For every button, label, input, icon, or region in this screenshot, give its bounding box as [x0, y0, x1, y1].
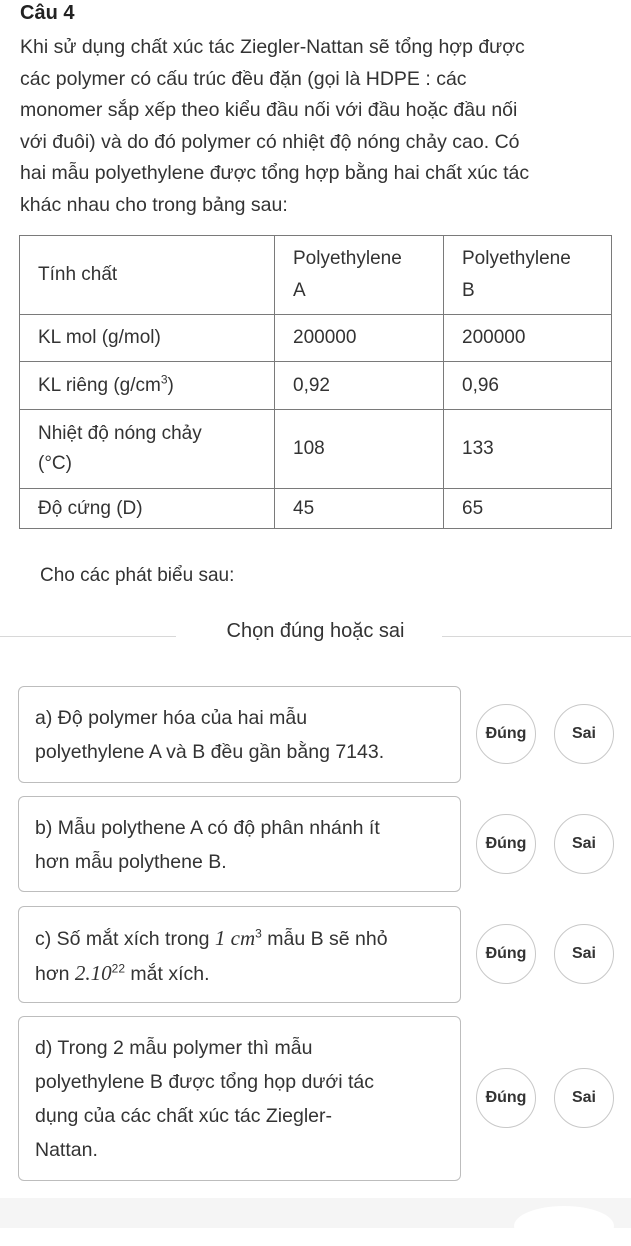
cell-value-a: 45 — [275, 489, 444, 529]
statement-text — [35, 701, 455, 769]
statement-text-part: mắt xích. — [125, 963, 210, 985]
statement-text — [35, 811, 455, 879]
cell-value-b: 133 — [444, 410, 612, 489]
statement-card-c — [18, 906, 461, 1003]
intro-line: Khi sử dụng chất xúc tác Ziegler-Nattan sẽ tổng hợp được — [20, 36, 525, 58]
cell-property — [20, 362, 275, 410]
header-a-line2: A — [293, 280, 306, 301]
false-button-d[interactable]: Sai — [554, 1068, 614, 1128]
density-label: KL riêng (g/cm — [38, 374, 161, 396]
table-row — [20, 315, 612, 362]
math-superscript: 22 — [111, 961, 126, 976]
table-row — [20, 362, 612, 410]
cell-property: Độ cứng (D) — [20, 489, 275, 529]
intro-line: với đuôi) và do đó polymer có nhiệt độ nóng chảy cao. Có — [20, 130, 520, 153]
cell-property — [20, 410, 275, 489]
melting-label-line1: Nhiệt độ nóng chảy — [38, 423, 202, 444]
cell-value-a: 0,92 — [275, 362, 444, 410]
properties-table — [19, 235, 612, 529]
question-intro — [20, 32, 620, 221]
statements-title: Cho các phát biểu sau: — [40, 565, 235, 586]
header-polyethylene-a — [275, 236, 444, 315]
false-button-a[interactable]: Sai — [554, 704, 614, 764]
cell-value-a: 200000 — [275, 315, 444, 362]
true-button-c[interactable]: Đúng — [476, 924, 536, 984]
header-polyethylene-b — [444, 236, 612, 315]
statement-line: polyethylene B được tổng họp dưới tác — [35, 1071, 374, 1093]
choose-title: Chọn đúng hoặc sai — [226, 620, 405, 642]
statement-line: polyethylene A và B đều gần bằng 7143. — [35, 741, 385, 763]
statement-line — [35, 956, 455, 991]
statement-text-part: c) Số mắt xích trong — [35, 928, 215, 950]
header-property: Tính chất — [20, 236, 275, 315]
cell-value-b: 200000 — [444, 315, 612, 362]
statement-card-a — [18, 686, 461, 783]
header-b-line1: Polyethylene — [462, 248, 571, 269]
statement-text — [35, 921, 455, 991]
intro-line: monomer sắp xếp theo kiểu đầu nối với đầu hoặc đầu nối — [20, 99, 518, 121]
math-number: 2.10 — [74, 961, 112, 985]
table-row — [20, 410, 612, 489]
cell-value-b: 65 — [444, 489, 612, 529]
statement-card-b — [18, 796, 461, 892]
header-b-line2: B — [462, 280, 475, 301]
statement-line: d) Trong 2 mẫu polymer thì mẫu — [35, 1037, 313, 1059]
table-header-row — [20, 236, 612, 315]
intro-line: hai mẫu polyethylene được tổng hợp bằng hai chất xúc tác — [20, 162, 530, 184]
true-button-a[interactable]: Đúng — [476, 704, 536, 764]
melting-label-line2: (°C) — [38, 453, 72, 474]
cell-value-b: 0,96 — [444, 362, 612, 410]
bottom-shape — [514, 1206, 614, 1246]
statement-line — [35, 921, 455, 956]
cell-value-a: 108 — [275, 410, 444, 489]
math-volume: 1 cm — [214, 926, 256, 950]
statement-text — [35, 1031, 455, 1167]
false-button-c[interactable]: Sai — [554, 924, 614, 984]
math-superscript: 3 — [255, 926, 262, 941]
statement-line: b) Mẫu polythene A có độ phân nhánh ít — [35, 817, 380, 839]
statement-line: Nattan. — [35, 1139, 98, 1161]
density-label-end: ) — [167, 374, 174, 396]
question-title: Câu 4 — [20, 2, 75, 24]
statement-line: a) Độ polymer hóa của hai mẫu — [35, 707, 308, 729]
false-button-b[interactable]: Sai — [554, 814, 614, 874]
density-superscript: 3 — [160, 372, 168, 387]
cell-property: KL mol (g/mol) — [20, 315, 275, 362]
table-row — [20, 489, 612, 529]
statement-text-part: hơn — [35, 963, 75, 985]
statement-card-d — [18, 1016, 461, 1181]
statement-line: hơn mẫu polythene B. — [35, 851, 227, 873]
true-button-b[interactable]: Đúng — [476, 814, 536, 874]
intro-line: các polymer có cấu trúc đều đặn (gọi là HDPE : các — [20, 67, 467, 90]
statement-text-part: mẫu B sẽ nhỏ — [261, 928, 388, 950]
header-a-line1: Polyethylene — [293, 248, 402, 269]
true-button-d[interactable]: Đúng — [476, 1068, 536, 1128]
intro-line: khác nhau cho trong bảng sau: — [20, 193, 288, 216]
statement-line: dụng của các chất xúc tác Ziegler- — [35, 1105, 332, 1127]
